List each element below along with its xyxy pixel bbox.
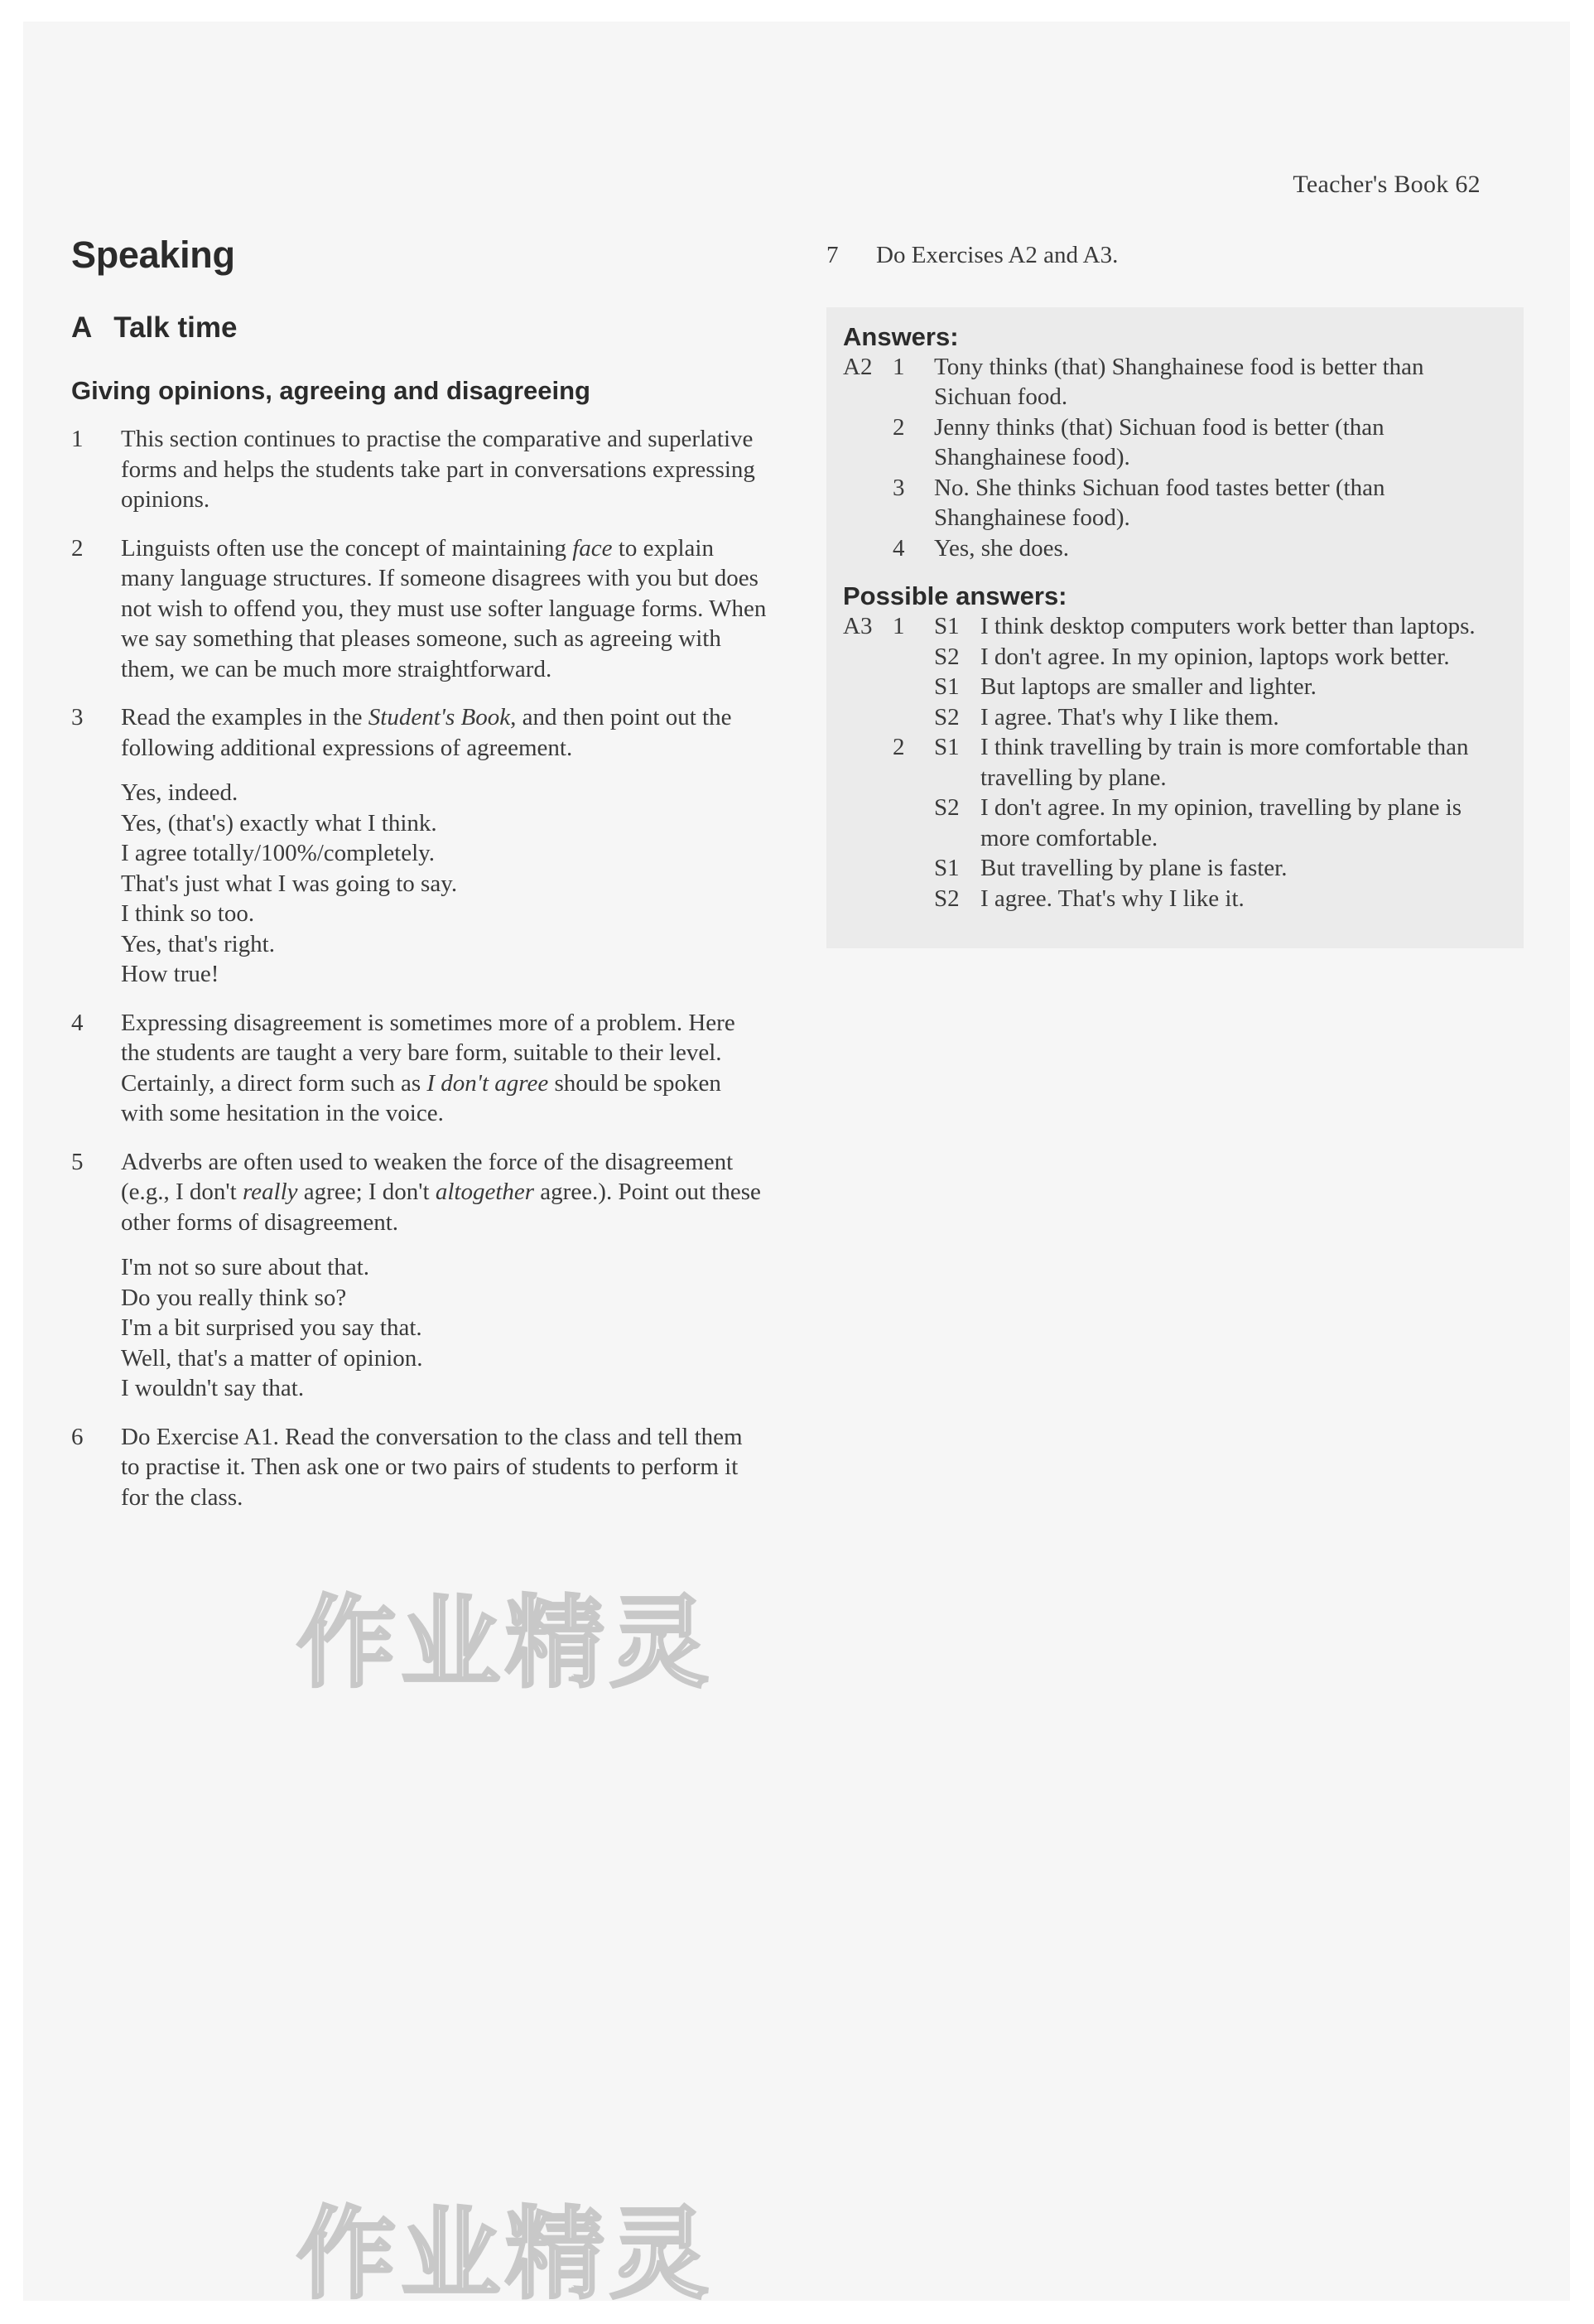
phrase: That's just what I was going to say. bbox=[121, 870, 458, 897]
instruction-item bbox=[71, 533, 767, 685]
speaker-label: S2 bbox=[934, 703, 960, 730]
instruction-item bbox=[71, 1008, 767, 1129]
dialogue-text: I don't agree. In my opinion, laptops work better. bbox=[980, 643, 1450, 670]
phrase: I agree totally/100%/completely. bbox=[121, 840, 436, 866]
answer-text: Jenny thinks (that) Sichuan food is better (than Shanghainese food). bbox=[934, 413, 1385, 470]
speaker-label: S2 bbox=[934, 885, 960, 912]
item-number: 3 bbox=[71, 704, 84, 730]
phrase: Do you really think so? bbox=[121, 1284, 347, 1311]
page-header: Teacher's Book 62 bbox=[1293, 171, 1481, 198]
item-text: Expressing disagreement is sometimes more of a problem. Here the students are taught a very bare form, suitable to their level. Certainly, a direct form such as I don't agree should be spoken with some hesitation in the voice. bbox=[121, 1009, 735, 1126]
answer-text: Yes, she does. bbox=[934, 534, 1070, 562]
left-column bbox=[71, 234, 767, 1512]
dialogue-line bbox=[843, 793, 1507, 853]
item-number: 5 bbox=[71, 1148, 84, 1175]
speaker-label: S2 bbox=[934, 794, 960, 821]
question-number: 4 bbox=[893, 534, 905, 562]
speaker-label: S1 bbox=[934, 613, 960, 639]
instruction-item bbox=[71, 702, 767, 763]
item-number: 2 bbox=[71, 534, 84, 562]
phrase: I wouldn't say that. bbox=[121, 1375, 305, 1401]
dialogue-text: I agree. That's why I like it. bbox=[980, 885, 1245, 912]
phrase: I'm not so sure about that. bbox=[121, 1254, 370, 1280]
phrase: Yes, that's right. bbox=[121, 930, 275, 957]
phrase: Yes, (that's) exactly what I think. bbox=[121, 809, 437, 837]
instruction-item bbox=[826, 240, 1524, 271]
question-number: 3 bbox=[893, 474, 905, 501]
phrase: I'm a bit surprised you say that. bbox=[121, 1314, 422, 1341]
dialogue-line bbox=[843, 884, 1507, 914]
item-text: Read the examples in the Student's Book, and then point out the following additional expressions of agreement. bbox=[121, 704, 732, 761]
item-text: Adverbs are often used to weaken the force of the disagreement (e.g., I don't really agree; I don't altogether agree.). Point out these other forms of disagreement. bbox=[121, 1148, 761, 1236]
watermark: 作业精灵 bbox=[296, 1586, 714, 1701]
possible-answers-heading: Possible answers: bbox=[843, 581, 1067, 610]
question-number: 1 bbox=[893, 353, 905, 380]
phrase: Yes, indeed. bbox=[121, 779, 238, 806]
right-column bbox=[826, 240, 1524, 948]
dialogue-text: I think desktop computers work better than laptops. bbox=[980, 613, 1476, 639]
phrase: Well, that's a matter of opinion. bbox=[121, 1344, 423, 1372]
dialogue-line bbox=[843, 732, 1507, 793]
dialogue-line bbox=[843, 672, 1507, 702]
exercise-label: A2 bbox=[843, 353, 873, 380]
item-number: 7 bbox=[826, 242, 839, 268]
watermark: 作业精灵 bbox=[296, 2197, 714, 2312]
dialogue-text: I agree. That's why I like them. bbox=[980, 703, 1279, 730]
speaker-label: S1 bbox=[934, 855, 960, 881]
instruction-item bbox=[71, 1147, 767, 1238]
item-text: Do Exercises A2 and A3. bbox=[876, 242, 1119, 268]
answer-row bbox=[843, 412, 1507, 473]
item-text: This section continues to practise the comparative and superlative forms and helps the students take part in conversations expressing opinions. bbox=[121, 426, 755, 513]
subsection-title: Talk time bbox=[113, 311, 238, 344]
item-number: 6 bbox=[71, 1423, 84, 1450]
agreement-phrases bbox=[121, 778, 767, 990]
instruction-item bbox=[71, 424, 767, 515]
section-title: Speaking bbox=[71, 234, 235, 276]
item-text: Linguists often use the concept of maintaining face to explain many language structures. If someone disagrees with you but does not wish to offend you, they must use softer language forms. When we say something that pleases someone, such as agreeing with them, we can be much more straightforward. bbox=[121, 534, 767, 682]
answer-box bbox=[826, 307, 1524, 949]
dialogue-text: I don't agree. In my opinion, travelling by plane is more comfortable. bbox=[980, 794, 1462, 851]
answer-text: No. She thinks Sichuan food tastes better (than Shanghainese food). bbox=[934, 474, 1385, 531]
page bbox=[23, 22, 1570, 2312]
answers-heading: Answers: bbox=[843, 321, 959, 351]
dialogue-text: I think travelling by train is more comfortable than travelling by plane. bbox=[980, 734, 1469, 791]
dialogue-line bbox=[843, 642, 1507, 673]
dialogue-text: But laptops are smaller and lighter. bbox=[980, 673, 1317, 700]
question-number: 2 bbox=[893, 734, 905, 760]
speaker-label: S1 bbox=[934, 734, 960, 760]
dialogue-line bbox=[843, 702, 1507, 733]
answer-row bbox=[843, 473, 1507, 533]
question-number: 1 bbox=[893, 613, 905, 639]
item-number: 1 bbox=[71, 426, 84, 452]
dialogue-line bbox=[843, 611, 1507, 642]
phrase: How true! bbox=[121, 961, 219, 987]
disagreement-phrases bbox=[121, 1252, 767, 1404]
answer-text: Tony thinks (that) Shanghainese food is better than Sichuan food. bbox=[934, 353, 1424, 410]
question-number: 2 bbox=[893, 413, 905, 441]
speaker-label: S1 bbox=[934, 673, 960, 700]
instruction-item bbox=[71, 1422, 767, 1513]
subsection-heading bbox=[71, 311, 767, 345]
subsection-letter: A bbox=[71, 311, 93, 344]
dialogue-text: But travelling by plane is faster. bbox=[980, 855, 1288, 881]
exercise-label: A3 bbox=[843, 613, 873, 639]
dialogue-line bbox=[843, 853, 1507, 884]
item-number: 4 bbox=[71, 1009, 84, 1036]
phrase: I think so too. bbox=[121, 900, 255, 927]
answer-row bbox=[843, 352, 1507, 412]
speaker-label: S2 bbox=[934, 643, 960, 670]
item-text: Do Exercise A1. Read the conversation to the class and tell them to practise it. Then ask one or two pairs of students to perform it for the class. bbox=[121, 1423, 743, 1511]
answer-row bbox=[843, 533, 1507, 564]
topic-title: Giving opinions, agreeing and disagreeing bbox=[71, 376, 590, 405]
